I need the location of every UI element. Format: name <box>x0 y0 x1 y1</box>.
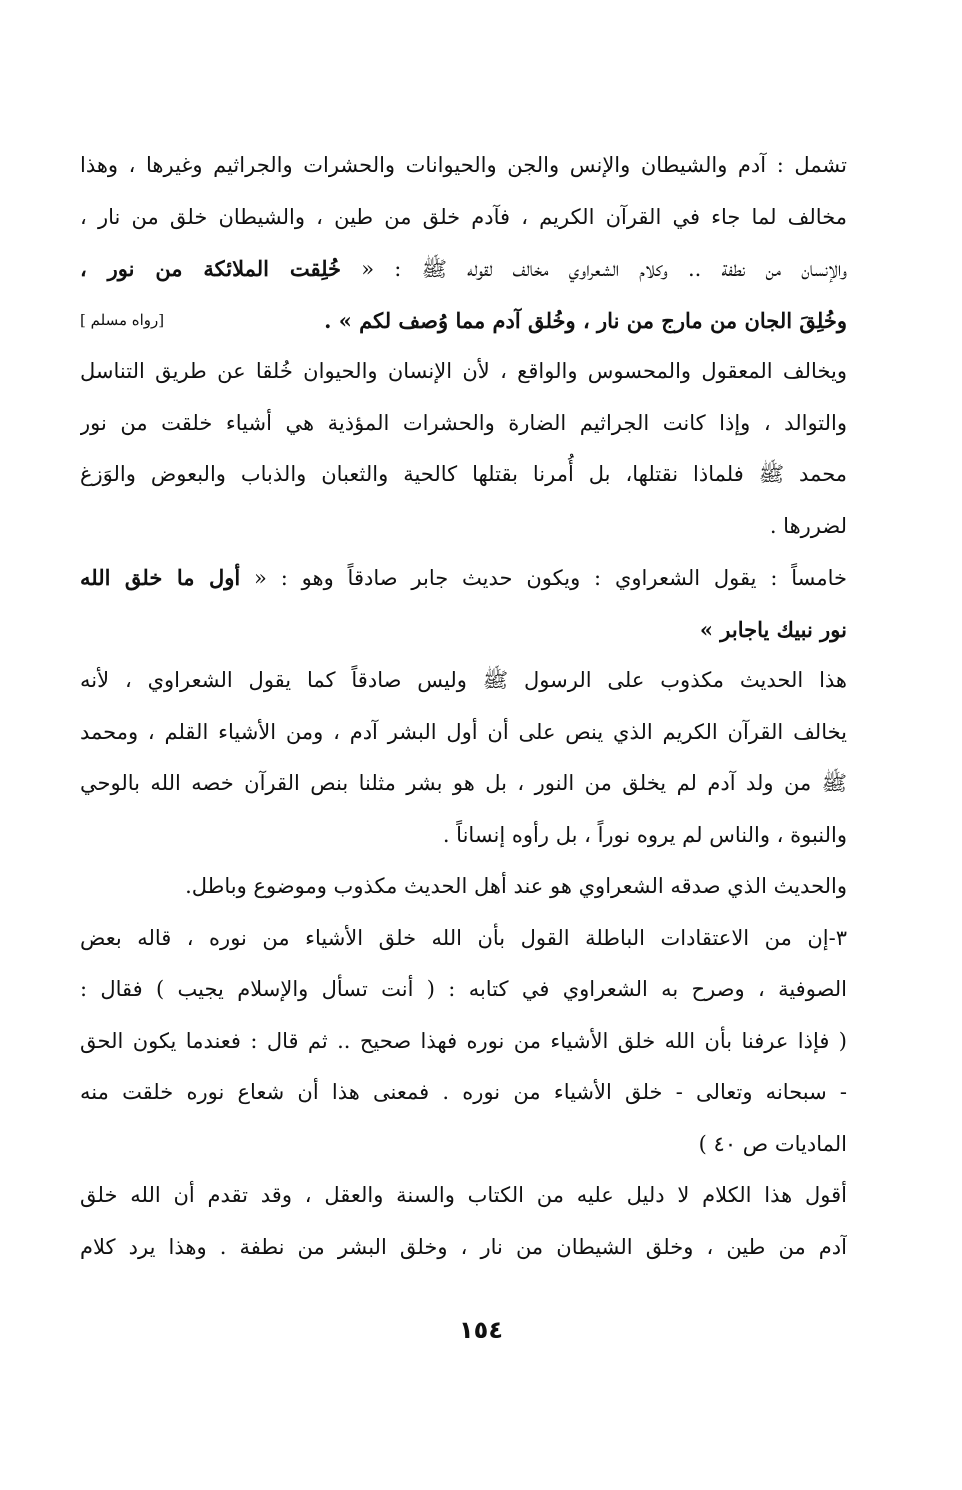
text-line: تشمل : آدم والشيطان والإنس والجن والحيوانات والحشرات والجراثيم وغيرها ، وهذا <box>80 153 847 177</box>
text-line: لضررها . <box>769 513 847 538</box>
text-line: يخالف القرآن الكريم الذي ينص على أن أول البشر آدم ، ومن الأشياء القلم ، ومحمد <box>80 719 847 744</box>
text-line: والنبوة ، والناس لم يروه نوراً ، بل رأوه إنساناً . <box>442 822 847 847</box>
text-line: ٣-إن من الاعتقادات الباطلة القول بأن الله خلق الأشياء من نوره ، قاله بعض <box>80 925 847 950</box>
text-line: والحديث الذي صدقه الشعراوي هو عند أهل الحديث مكذوب وموضوع وباطل. <box>185 874 847 898</box>
hadith-quote: نور نبيك ياجابر » <box>699 616 847 642</box>
text-line: والتوالد ، وإذا كانت الجراثيم الضارة والحشرات المؤذية هي أشياء خلقت من نور <box>80 410 847 435</box>
text-line: الماديات ص ٤٠ ) <box>698 1131 847 1156</box>
text-line <box>80 604 847 656</box>
hadith-quote: وخُلِقَ الجان من مارج من نار ، وخُلق آدم مما وُصف لكم » . <box>324 307 847 333</box>
hadith-quote: أول ما خلق الله <box>80 565 241 590</box>
text-run: خامساً : يقول الشعراوي : ويكون حديث جابر صادقاً وهو : « <box>240 566 847 590</box>
text-line: - سبحانه وتعالى - خلق الأشياء من نوره . فمعنى هذا أن شعاع نوره خلقت منه <box>80 1080 847 1104</box>
text-line: الصوفية ، وصرح به الشعراوي في كتابه : ( أنت تسأل والإسلام يجيب ) فقال : <box>80 977 847 1001</box>
body-text <box>80 140 847 1273</box>
text-line: مخالف لما جاء في القرآن الكريم ، فآدم خلق من طين ، والشيطان خلق من نار ، <box>80 204 847 229</box>
text-line <box>80 295 847 347</box>
text-line <box>80 243 847 295</box>
page-number: ١٥٤ <box>459 1316 503 1344</box>
text-run: والإنسان من نطفة .. وكلام الشعراوي مخالف لقوله ﷺ : « <box>341 257 847 281</box>
text-line: آدم من طين ، وخلق الشيطان من نار ، وخلق البشر من نطفة . وهذا يرد كلام <box>80 1234 847 1259</box>
text-line: أقول هذا الكلام لا دليل عليه من الكتاب والسنة والعقل ، وقد تقدم أن الله خلق <box>80 1183 847 1207</box>
citation-note: [رواه مسلم ] <box>80 310 165 329</box>
text-line: هذا الحديث مكذوب على الرسول ﷺ وليس صادقاً كما يقول الشعراوي ، لأنه <box>80 668 847 692</box>
text-line: محمد ﷺ فلماذا نقتلها، بل أُمرنا بقتلها كالحية والثعبان والذباب والبعوض والوَزغ <box>80 462 847 486</box>
text-line: ويخالف المعقول والمحسوس والواقع ، لأن الإنسان والحيوان خُلقا عن طريق التناسل <box>80 359 847 383</box>
hadith-quote: خُلِقت الملائكة من نور ، <box>80 256 342 281</box>
text-line: ﷺ من ولد آدم لم يخلق من النور ، بل هو بشر مثلنا بنص القرآن خصه الله بالوحي <box>80 771 847 795</box>
text-line: ( فإذا عرفنا بأن الله خلق الأشياء من نوره فهذا صحيح .. ثم قال : فعندما يكون الحق <box>80 1028 847 1053</box>
text-line <box>80 552 847 604</box>
